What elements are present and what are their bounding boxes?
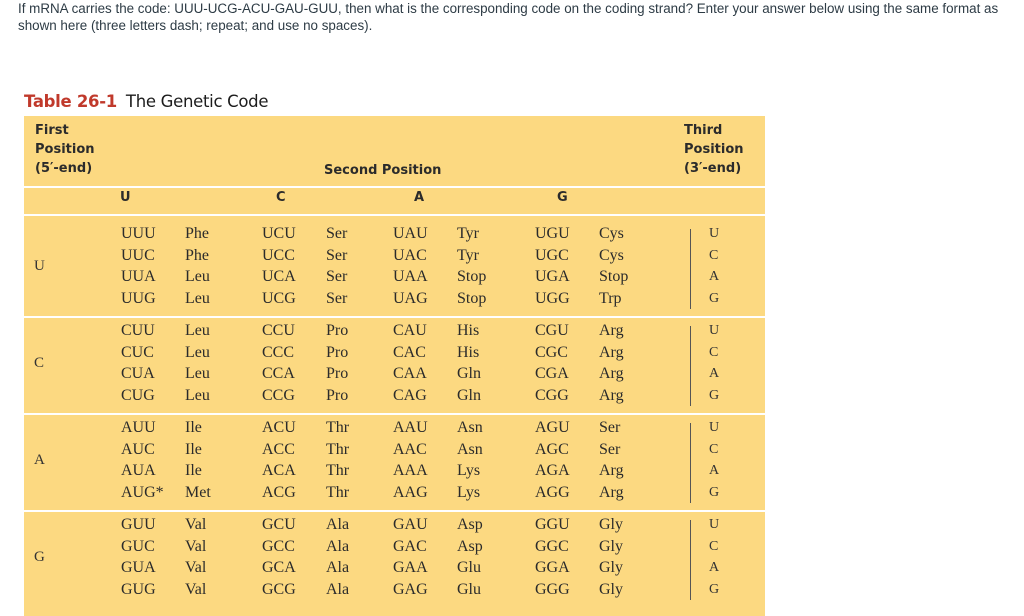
codon: GUA [121, 559, 156, 576]
amino-acid: Asn [457, 419, 483, 436]
codon: UUU [121, 225, 156, 242]
codon: AAU [393, 419, 428, 436]
third-position-letters [709, 223, 719, 309]
codon: CUU [121, 322, 155, 339]
first-header-line: Position [35, 142, 95, 157]
codon: UCA [262, 268, 296, 285]
amino-acid: Ile [185, 419, 202, 436]
table-caption [24, 92, 268, 111]
third-letter: G [709, 581, 720, 597]
codon: GAA [393, 559, 428, 576]
amino-acid: Pro [326, 365, 349, 382]
third-letter: A [709, 560, 720, 575]
amino-acid: Arg [599, 343, 624, 361]
codon-row [121, 223, 661, 245]
second-letter: C [276, 190, 286, 205]
codon-row [121, 460, 661, 482]
table-number: Table 26-1 [24, 92, 117, 111]
third-header-line: (3′-end) [684, 161, 742, 176]
third-position-letters [709, 514, 719, 600]
column-divider [690, 326, 691, 406]
amino-acid: Arg [599, 365, 624, 382]
codon-block [24, 221, 765, 317]
amino-acid: Leu [185, 365, 210, 382]
codon: ACG [262, 483, 296, 501]
amino-acid: Arg [599, 386, 624, 404]
codon: UCG [262, 289, 296, 307]
third-header-line: Position [684, 142, 744, 157]
amino-acid: Thr [326, 440, 350, 458]
codon: AUC [121, 440, 155, 458]
column-divider [690, 520, 691, 600]
amino-acid: Ala [326, 580, 350, 598]
third-letter: U [709, 323, 720, 338]
codon: ACC [262, 440, 295, 458]
codon: UAG [393, 289, 428, 307]
amino-acid: Thr [326, 462, 350, 479]
codon: UGU [535, 225, 570, 242]
codon: AUG* [121, 483, 164, 501]
third-letter: U [709, 226, 720, 241]
codon: AAG [393, 483, 428, 501]
codon: AAA [393, 462, 428, 479]
amino-acid: Leu [185, 322, 210, 339]
first-position-header [35, 121, 95, 178]
codon: UGC [535, 246, 569, 264]
codon: GUU [121, 516, 156, 533]
codon-block [24, 512, 765, 608]
codon: GAU [393, 516, 428, 533]
amino-acid: Pro [326, 386, 349, 404]
amino-acid: Pro [326, 343, 349, 361]
genetic-code-table [24, 116, 765, 616]
third-letter: C [709, 441, 719, 457]
third-letter: G [709, 290, 720, 306]
codon-cells [121, 320, 661, 406]
first-position-letter: A [34, 452, 45, 468]
second-letter: G [557, 190, 568, 205]
amino-acid: Arg [599, 462, 624, 479]
codon-row [121, 579, 661, 601]
amino-acid: Lys [457, 483, 481, 501]
first-position-letter: C [34, 355, 45, 371]
codon: UUC [121, 246, 155, 264]
codon: UGA [535, 268, 570, 285]
third-position-letters [709, 320, 719, 406]
codon-block [24, 318, 765, 414]
codon: AUA [121, 462, 156, 479]
amino-acid: Asn [457, 440, 483, 458]
codon: GGU [535, 516, 570, 533]
amino-acid: Lys [457, 462, 481, 479]
amino-acid: Asp [457, 516, 483, 533]
amino-acid: Gly [599, 559, 623, 576]
codon-row [121, 482, 661, 504]
third-letter: G [709, 387, 720, 403]
amino-acid: Ile [185, 440, 202, 458]
amino-acid: Cys [599, 246, 624, 264]
codon: CUA [121, 365, 155, 382]
first-position-letter: U [34, 258, 45, 274]
codon: CGA [535, 365, 569, 382]
codon: AUU [121, 419, 156, 436]
codon: UUA [121, 268, 156, 285]
amino-acid: Gln [457, 365, 481, 382]
codon: CUC [121, 343, 154, 361]
codon: AAC [393, 440, 427, 458]
amino-acid: Val [185, 537, 207, 555]
codon: ACU [262, 419, 296, 436]
amino-acid: Stop [457, 289, 487, 307]
codon: GAC [393, 537, 427, 555]
codon-cells [121, 417, 661, 503]
second-letter: A [414, 190, 425, 205]
codon-row [121, 557, 661, 579]
amino-acid: Glu [457, 559, 481, 576]
second-position-letters [24, 186, 765, 214]
amino-acid: Gly [599, 580, 623, 598]
amino-acid: Stop [599, 268, 629, 285]
third-letter: A [709, 269, 720, 284]
amino-acid: His [457, 343, 480, 361]
codon: GCG [262, 580, 296, 598]
codon: UCU [262, 225, 296, 242]
amino-acid: Tyr [457, 246, 479, 264]
amino-acid: Phe [185, 246, 209, 264]
codon: ACA [262, 462, 296, 479]
table-title: The Genetic Code [125, 92, 269, 111]
third-position-letters [709, 417, 719, 503]
first-header-line: (5′-end) [35, 161, 93, 176]
amino-acid: Gly [599, 537, 623, 555]
first-position-letter: G [34, 549, 45, 565]
amino-acid: Ala [326, 537, 350, 555]
codon: GCA [262, 559, 296, 576]
codon-row [121, 342, 661, 364]
amino-acid: Arg [599, 483, 624, 501]
codon: UAA [393, 268, 428, 285]
codon: AGA [535, 462, 570, 479]
amino-acid: Glu [457, 580, 481, 598]
amino-acid: Thr [326, 419, 350, 436]
codon: CGU [535, 322, 569, 339]
column-divider [690, 423, 691, 503]
codon: CGC [535, 343, 568, 361]
third-letter: C [709, 247, 719, 263]
codon: CGG [535, 386, 569, 404]
codon: CAG [393, 386, 427, 404]
amino-acid: Leu [185, 386, 210, 404]
codon: AGU [535, 419, 570, 436]
third-letter: A [709, 366, 720, 381]
codon: CCA [262, 365, 295, 382]
codon-row [121, 288, 661, 310]
codon: GAG [393, 580, 428, 598]
codon-row [121, 363, 661, 385]
amino-acid: Ser [326, 246, 348, 264]
amino-acid: Ala [326, 559, 350, 576]
amino-acid: Leu [185, 268, 210, 285]
codon: AGG [535, 483, 570, 501]
amino-acid: Ser [599, 419, 621, 436]
codon: CCC [262, 343, 295, 361]
third-letter: U [709, 517, 720, 532]
codon-row [121, 439, 661, 461]
codon-row [121, 320, 661, 342]
second-position-header: Second Position [324, 163, 442, 178]
codon: AGC [535, 440, 569, 458]
codon: CCU [262, 322, 295, 339]
codon: GCC [262, 537, 295, 555]
divider [24, 214, 765, 216]
second-letter: U [120, 190, 131, 205]
amino-acid: Trp [599, 289, 622, 307]
codon: GUC [121, 537, 155, 555]
codon-block [24, 415, 765, 511]
amino-acid: Ser [326, 225, 348, 242]
amino-acid: Pro [326, 322, 349, 339]
amino-acid: Ser [599, 440, 621, 458]
codon: CAC [393, 343, 426, 361]
amino-acid: His [457, 322, 480, 339]
codon: GCU [262, 516, 296, 533]
amino-acid: Ser [326, 289, 348, 307]
codon: UAU [393, 225, 428, 242]
first-header-line: First [35, 123, 69, 138]
third-position-header [684, 121, 744, 178]
codon-cells [121, 223, 661, 309]
amino-acid: Gln [457, 386, 481, 404]
codon: GGC [535, 537, 569, 555]
amino-acid: Asp [457, 537, 483, 555]
codon-row [121, 417, 661, 439]
amino-acid: Leu [185, 289, 210, 307]
codon: UGG [535, 289, 570, 307]
amino-acid: Ile [185, 462, 202, 479]
third-letter: G [709, 484, 720, 500]
third-letter: C [709, 538, 719, 554]
codon-row [121, 245, 661, 267]
amino-acid: Stop [457, 268, 487, 285]
amino-acid: Thr [326, 483, 350, 501]
codon: GUG [121, 580, 156, 598]
codon: GGG [535, 580, 570, 598]
amino-acid: Ala [326, 516, 350, 533]
amino-acid: Leu [185, 343, 210, 361]
amino-acid: Val [185, 559, 207, 576]
third-header-line: Third [684, 123, 723, 138]
third-letter: C [709, 344, 719, 360]
amino-acid: Met [185, 483, 211, 501]
codon-row [121, 385, 661, 407]
amino-acid: Arg [599, 322, 624, 339]
codon: CCG [262, 386, 295, 404]
amino-acid: Tyr [457, 225, 479, 242]
third-letter: U [709, 420, 720, 435]
codon-row [121, 536, 661, 558]
question-text: If mRNA carries the code: UUU-UCG-ACU-GAU-GUU, then what is the corresponding code on the coding strand? Enter your answer below using the same format as shown here (three letters dash; repeat; and use no spaces). [18, 1, 999, 33]
column-divider [690, 229, 691, 309]
third-letter: A [709, 463, 720, 478]
codon-row [121, 514, 661, 536]
codon: UUG [121, 289, 156, 307]
codon-cells [121, 514, 661, 600]
amino-acid: Gly [599, 516, 623, 533]
amino-acid: Val [185, 580, 207, 598]
amino-acid: Cys [599, 225, 624, 242]
codon: CAA [393, 365, 427, 382]
codon: CUG [121, 386, 155, 404]
codon: UAC [393, 246, 427, 264]
amino-acid: Ser [326, 268, 348, 285]
amino-acid: Val [185, 516, 207, 533]
codon: GGA [535, 559, 570, 576]
codon: UCC [262, 246, 295, 264]
codon-row [121, 266, 661, 288]
amino-acid: Phe [185, 225, 209, 242]
codon: CAU [393, 322, 427, 339]
